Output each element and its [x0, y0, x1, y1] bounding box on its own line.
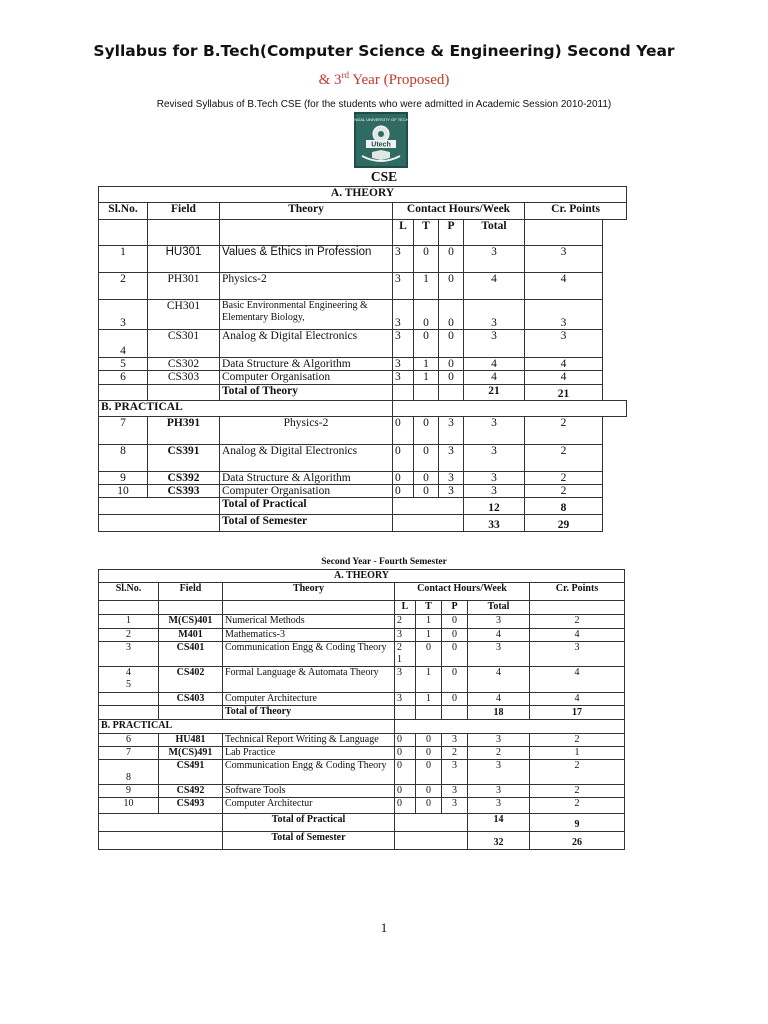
row-total: 3 [468, 734, 530, 747]
table-row [99, 798, 625, 814]
row-code: CS402 [159, 667, 223, 693]
row-l-line1: 2 [397, 642, 402, 653]
row-t: 0 [416, 734, 442, 747]
total-practical-label: Total of Practical [223, 814, 395, 832]
row-sl: 8 [99, 760, 159, 785]
row-l: 3 [393, 246, 414, 273]
total-practical-hours: 14 [468, 814, 530, 832]
col-t: T [414, 220, 439, 246]
col-credit-points: Cr. Points [530, 583, 625, 601]
col-p: P [442, 601, 468, 615]
row-p: 3 [442, 760, 468, 785]
row-total: 3 [464, 300, 525, 330]
row-sl: 7 [99, 417, 148, 445]
table-row [99, 472, 627, 485]
row-subject: Basic Environmental Engineering & Elementary Biology, [220, 300, 393, 330]
row-t: 1 [414, 371, 439, 385]
row-credit: 4 [530, 629, 625, 642]
row-p: 0 [439, 371, 464, 385]
row-credit: 2 [530, 760, 625, 785]
third-semester-table [98, 186, 627, 532]
row-credit: 2 [525, 445, 603, 472]
total-theory-label: Total of Theory [223, 706, 395, 720]
row-code: CS301 [148, 330, 220, 358]
row-subject: Physics-2 [220, 417, 393, 445]
row-p: 3 [439, 485, 464, 498]
row-subject: Data Structure & Algorithm [220, 358, 393, 371]
table-row [99, 330, 627, 358]
department-label: CSE [370, 169, 398, 184]
row-sl: 4 [99, 330, 148, 358]
row-code: HU481 [159, 734, 223, 747]
row-l: 3 [393, 358, 414, 371]
theory-heading: A. THEORY [99, 570, 625, 583]
row-code: M401 [159, 629, 223, 642]
row-credit: 3 [530, 642, 625, 667]
table-row [99, 734, 625, 747]
row-l: 0 [393, 445, 414, 472]
row-code: CS403 [159, 693, 223, 706]
row-subject: Computer Organisation [220, 485, 393, 498]
col-credit-points: Cr. Points [525, 203, 627, 220]
row-total: 4 [464, 371, 525, 385]
col-slno: Sl.No. [99, 203, 148, 220]
row-code: CS492 [159, 785, 223, 798]
row-p: 0 [439, 330, 464, 358]
row-l: 3 [395, 629, 416, 642]
row-p: 3 [439, 445, 464, 472]
table-row [99, 246, 627, 273]
row-p: 3 [442, 734, 468, 747]
table-row [99, 273, 627, 300]
row-p: 0 [442, 615, 468, 629]
fourth-semester-table [98, 569, 625, 850]
subtitle-superscript: rd [341, 70, 349, 80]
row-p: 3 [442, 798, 468, 814]
row-p: 0 [442, 667, 468, 693]
row-credit: 3 [525, 246, 603, 273]
row-l: 3 [393, 273, 414, 300]
row-total: 3 [464, 445, 525, 472]
row-total: 3 [468, 615, 530, 629]
row-p: 0 [439, 358, 464, 371]
col-t: T [416, 601, 442, 615]
total-semester-points: 29 [525, 515, 603, 532]
col-contact-hours: Contact Hours/Week [395, 583, 530, 601]
table-row [99, 760, 625, 785]
logo-text: Utech [371, 141, 391, 149]
row-sl: 8 [99, 445, 148, 472]
total-theory-hours: 21 [464, 385, 525, 401]
row-credit: 2 [525, 472, 603, 485]
row-l: 0 [395, 747, 416, 760]
row-l [395, 642, 416, 667]
total-semester-label: Total of Semester [223, 832, 395, 850]
subtitle-suffix: Year (Proposed) [349, 72, 450, 88]
row-p: 0 [439, 300, 464, 330]
col-slno: Sl.No. [99, 583, 159, 601]
row-code: CH301 [148, 300, 220, 330]
row-total: 3 [468, 798, 530, 814]
row-l: 0 [395, 785, 416, 798]
document-subtitle [0, 70, 768, 89]
row-subject: Computer Organisation [220, 371, 393, 385]
row-t: 0 [416, 642, 442, 667]
row-subject: Computer Architectur [223, 798, 395, 814]
row-p: 3 [442, 785, 468, 798]
table-row [99, 785, 625, 798]
row-sl: 7 [99, 747, 159, 760]
row-l: 3 [393, 371, 414, 385]
row-total: 3 [464, 246, 525, 273]
row-code: M(CS)491 [159, 747, 223, 760]
row-subject: Communication Engg & Coding Theory [223, 760, 395, 785]
table-row [99, 445, 627, 472]
total-theory-hours: 18 [468, 706, 530, 720]
row-l-line2: 1 [397, 654, 402, 665]
row-sl-line2: 5 [126, 679, 131, 690]
row-credit: 4 [525, 358, 603, 371]
row-l: 3 [395, 693, 416, 706]
row-p: 0 [439, 246, 464, 273]
row-code: CS303 [148, 371, 220, 385]
row-t: 0 [414, 417, 439, 445]
row-sl: 3 [99, 642, 159, 667]
row-total: 3 [464, 472, 525, 485]
row-p: 3 [439, 472, 464, 485]
total-semester-label: Total of Semester [220, 515, 393, 532]
col-theory: Theory [220, 203, 393, 220]
row-subject: Values & Ethics in Profession [220, 246, 393, 273]
row-credit: 3 [525, 330, 603, 358]
row-sl: 2 [99, 273, 148, 300]
university-logo [336, 112, 426, 168]
total-theory-points: 17 [530, 706, 625, 720]
row-l: 3 [395, 667, 416, 693]
table-row [99, 371, 627, 385]
col-contact-hours: Contact Hours/Week [393, 203, 525, 220]
row-sl: 6 [99, 734, 159, 747]
row-subject: Analog & Digital Electronics [220, 445, 393, 472]
row-t: 1 [416, 629, 442, 642]
row-l: 0 [395, 798, 416, 814]
row-total: 2 [468, 747, 530, 760]
row-sl: 9 [99, 785, 159, 798]
row-code: CS391 [148, 445, 220, 472]
col-total: Total [468, 601, 530, 615]
row-code: CS401 [159, 642, 223, 667]
subtitle-prefix: & 3 [318, 72, 342, 88]
row-credit: 2 [525, 417, 603, 445]
total-theory-points: 21 [525, 385, 603, 401]
col-p: P [439, 220, 464, 246]
row-subject: Software Tools [223, 785, 395, 798]
row-code: CS493 [159, 798, 223, 814]
row-code: PH391 [148, 417, 220, 445]
row-t: 1 [416, 693, 442, 706]
row-t: 0 [416, 785, 442, 798]
row-t: 0 [414, 472, 439, 485]
row-p: 0 [442, 629, 468, 642]
row-total: 3 [468, 642, 530, 667]
total-practical-points: 9 [530, 814, 625, 832]
row-code: CS302 [148, 358, 220, 371]
row-total: 3 [464, 417, 525, 445]
row-credit: 2 [530, 798, 625, 814]
row-total: 3 [468, 785, 530, 798]
row-subject: Physics-2 [220, 273, 393, 300]
theory-heading: A. THEORY [99, 187, 627, 203]
row-sl: 10 [99, 798, 159, 814]
revised-note: Revised Syllabus of B.Tech CSE (for the students who were admitted in Academic Session 2010-2011) [156, 99, 612, 110]
row-credit: 2 [530, 734, 625, 747]
row-credit: 4 [525, 273, 603, 300]
row-p: 3 [439, 417, 464, 445]
row-credit: 2 [530, 785, 625, 798]
row-subject: Technical Report Writing & Language [223, 734, 395, 747]
row-t: 0 [414, 485, 439, 498]
row-t: 0 [414, 300, 439, 330]
row-total: 4 [468, 667, 530, 693]
table-row [99, 417, 627, 445]
col-l: L [393, 220, 414, 246]
row-sl: 5 [99, 358, 148, 371]
row-l: 0 [395, 734, 416, 747]
row-t: 0 [414, 246, 439, 273]
practical-heading: B. PRACTICAL [99, 720, 395, 734]
table-row [99, 693, 625, 706]
row-subject: Formal Language & Automata Theory [223, 667, 395, 693]
total-semester-hours: 33 [464, 515, 525, 532]
row-code: M(CS)401 [159, 615, 223, 629]
document-title: Syllabus for B.Tech(Computer Science & Engineering) Second Year [93, 42, 675, 60]
fourth-semester-heading: Second Year - Fourth Semester [321, 557, 447, 567]
row-l: 3 [393, 300, 414, 330]
col-l: L [395, 601, 416, 615]
row-credit: 4 [530, 667, 625, 693]
row-code: CS491 [159, 760, 223, 785]
row-subject: Lab Practice [223, 747, 395, 760]
row-t: 0 [416, 798, 442, 814]
row-p: 2 [442, 747, 468, 760]
row-credit: 4 [530, 693, 625, 706]
row-total: 3 [464, 330, 525, 358]
logo-header-text: WEST BENGAL UNIVERSITY OF TECHNOLOGY [336, 117, 426, 122]
row-t: 1 [414, 358, 439, 371]
total-semester-hours: 32 [468, 832, 530, 850]
table-row [99, 300, 627, 330]
row-sl [99, 667, 159, 693]
row-t: 1 [416, 615, 442, 629]
table-row [99, 485, 627, 498]
row-subject: Data Structure & Algorithm [220, 472, 393, 485]
row-sl: 6 [99, 371, 148, 385]
total-semester-points: 26 [530, 832, 625, 850]
row-t: 0 [416, 760, 442, 785]
total-theory-label: Total of Theory [220, 385, 393, 401]
col-theory: Theory [223, 583, 395, 601]
row-total: 4 [464, 358, 525, 371]
row-sl: 3 [99, 300, 148, 330]
row-code: PH301 [148, 273, 220, 300]
row-subject: Analog & Digital Electronics [220, 330, 393, 358]
row-sl: 10 [99, 485, 148, 498]
practical-heading: B. PRACTICAL [99, 401, 393, 417]
row-sl-line1: 4 [126, 667, 131, 678]
row-l: 0 [395, 760, 416, 785]
row-t: 1 [414, 273, 439, 300]
table-row [99, 615, 625, 629]
table-row [99, 358, 627, 371]
row-total: 3 [468, 760, 530, 785]
row-t: 0 [416, 747, 442, 760]
row-l: 0 [393, 417, 414, 445]
row-code: CS392 [148, 472, 220, 485]
row-l: 0 [393, 485, 414, 498]
row-sl: 1 [99, 246, 148, 273]
row-t: 0 [414, 330, 439, 358]
row-t: 0 [414, 445, 439, 472]
row-subject: Computer Architecture [223, 693, 395, 706]
row-l: 3 [393, 330, 414, 358]
row-p: 0 [439, 273, 464, 300]
table-row [99, 642, 625, 667]
row-sl: 9 [99, 472, 148, 485]
row-credit: 2 [530, 615, 625, 629]
row-code: CS393 [148, 485, 220, 498]
row-subject: Mathematics-3 [223, 629, 395, 642]
row-t: 1 [416, 667, 442, 693]
row-p: 0 [442, 642, 468, 667]
total-practical-label: Total of Practical [220, 498, 393, 515]
total-practical-points: 8 [525, 498, 603, 515]
table-row [99, 747, 625, 760]
row-sl: 1 [99, 615, 159, 629]
row-l: 2 [395, 615, 416, 629]
row-total: 4 [464, 273, 525, 300]
row-subject: Numerical Methods [223, 615, 395, 629]
row-credit: 4 [525, 371, 603, 385]
row-credit: 1 [530, 747, 625, 760]
page-number: 1 [380, 920, 388, 935]
row-subject: Communication Engg & Coding Theory [223, 642, 395, 667]
table-row [99, 667, 625, 693]
row-credit: 3 [525, 300, 603, 330]
row-code: HU301 [148, 246, 220, 273]
col-total: Total [464, 220, 525, 246]
col-field: Field [159, 583, 223, 601]
row-total: 3 [464, 485, 525, 498]
row-p: 0 [442, 693, 468, 706]
row-total: 4 [468, 629, 530, 642]
total-practical-hours: 12 [464, 498, 525, 515]
row-l: 0 [393, 472, 414, 485]
row-total: 4 [468, 693, 530, 706]
row-sl: 2 [99, 629, 159, 642]
table-row [99, 629, 625, 642]
row-sl [99, 693, 159, 706]
col-field: Field [148, 203, 220, 220]
row-credit: 2 [525, 485, 603, 498]
